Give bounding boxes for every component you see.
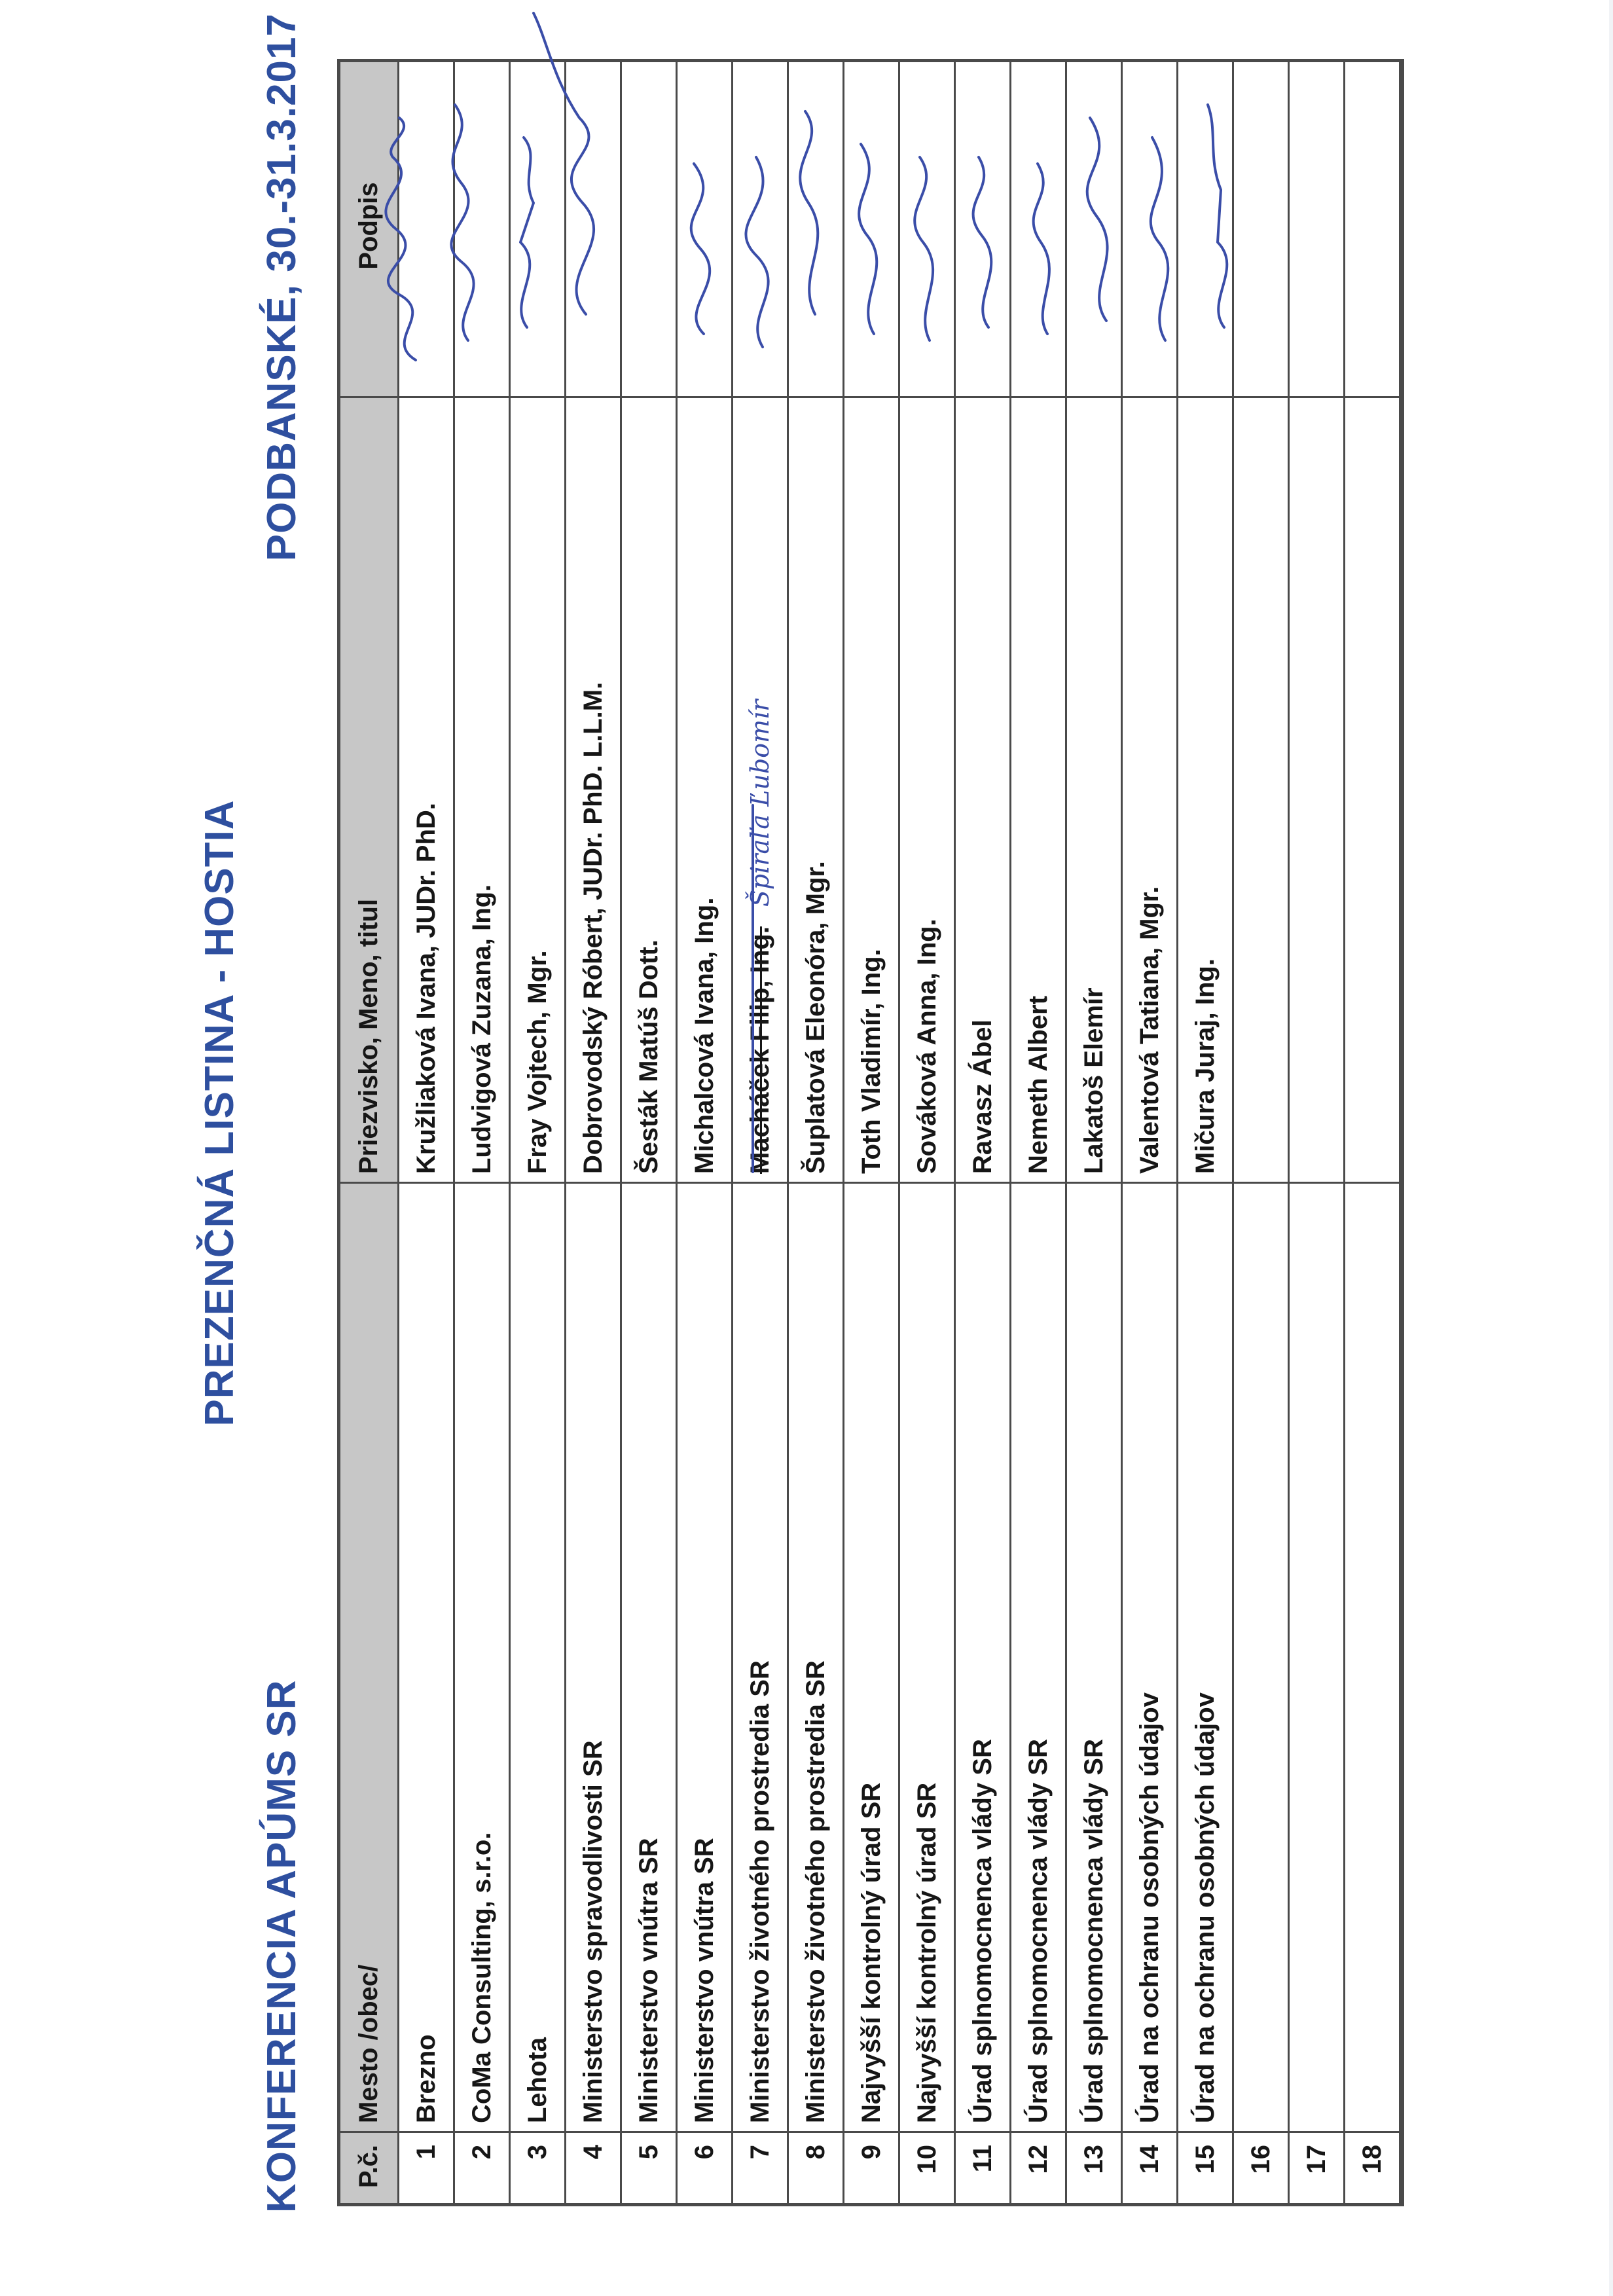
row-organization: Najvyšší kontrolný úrad SR [844, 1182, 898, 2131]
row-organization: Ministerstvo vnútra SR [678, 1182, 731, 2131]
row-name-text: Valentová Tatiana, Mgr. [1134, 886, 1164, 1174]
row-organization [1290, 1182, 1343, 2131]
row-organization: Úrad splnomocnenca vlády SR [1011, 1182, 1065, 2131]
header-name: Priezvisko, Meno, titul [340, 396, 397, 1182]
table-row [1345, 62, 1401, 2203]
row-name [1234, 396, 1288, 1182]
table-row [900, 62, 956, 2203]
table-row [678, 62, 733, 2203]
row-name [1178, 396, 1232, 1182]
row-organization: Ministerstvo vnútra SR [622, 1182, 676, 2131]
header-number: P.č. [340, 2131, 397, 2203]
row-name [1345, 396, 1399, 1182]
row-number: 9 [844, 2131, 898, 2203]
row-signature [566, 56, 620, 396]
row-organization: CoMa Consulting, s.r.o. [455, 1182, 509, 2131]
row-signature [511, 56, 564, 396]
row-number: 4 [566, 2131, 620, 2203]
row-organization: Lehota [511, 1182, 564, 2131]
row-name-text: Michalcová Ivana, Ing. [689, 897, 719, 1174]
row-name [1011, 396, 1065, 1182]
row-signature [1234, 56, 1288, 396]
row-name-text: Lakatoš Elemír [1079, 987, 1108, 1174]
table-row [789, 62, 844, 2203]
header-organization: Mesto /obec/ [340, 1182, 397, 2131]
table-row [1178, 62, 1234, 2203]
row-name [678, 396, 731, 1182]
row-number: 11 [956, 2131, 1009, 2203]
row-name-text: Šuplatová Eleonóra, Mgr. [801, 861, 830, 1174]
table-row [622, 62, 678, 2203]
row-number: 16 [1234, 2131, 1288, 2203]
row-name [844, 396, 898, 1182]
row-name [566, 396, 620, 1182]
row-signature [455, 56, 509, 396]
table-row [1011, 62, 1067, 2203]
table-row [956, 62, 1011, 2203]
row-number: 3 [511, 2131, 564, 2203]
row-name-text: Ravasz Ábel [968, 1019, 997, 1174]
row-signature [733, 56, 787, 396]
row-signature [1123, 56, 1176, 396]
row-signature [1011, 56, 1065, 396]
row-organization: Úrad splnomocnenca vlády SR [1067, 1182, 1121, 2131]
row-number: 10 [900, 2131, 954, 2203]
row-organization [1345, 1182, 1399, 2131]
table-row [1123, 62, 1178, 2203]
row-organization: Ministerstvo spravodlivosti SR [566, 1182, 620, 2131]
row-name-text: Dobrovodský Róbert, JUDr. PhD. L.L.M. [578, 682, 607, 1174]
row-name-text: Mičura Juraj, Ing. [1190, 958, 1220, 1174]
row-name-text: Ludvigová Zuzana, Ing. [467, 884, 496, 1174]
row-name-text: Toth Vladimír, Ing. [856, 949, 886, 1174]
row-number: 5 [622, 2131, 676, 2203]
row-number: 15 [1178, 2131, 1232, 2203]
table-row [399, 62, 455, 2203]
table-row [455, 62, 511, 2203]
row-number: 17 [1290, 2131, 1343, 2203]
attendance-sheet [196, 0, 1440, 2252]
row-signature [399, 56, 453, 396]
row-signature [956, 56, 1009, 396]
row-organization: Ministerstvo životného prostredia SR [733, 1182, 787, 2131]
venue-date: PODBANSKÉ, 30.-31.3.2017 [259, 13, 304, 562]
row-organization: Úrad na ochranu osobných údajov [1123, 1182, 1176, 2131]
row-signature [1067, 56, 1121, 396]
handwritten-substitute-name: Špiraľa Ľubomír [746, 699, 774, 907]
row-number: 12 [1011, 2131, 1065, 2203]
row-name [1290, 396, 1343, 1182]
row-signature [789, 56, 843, 396]
row-name-text: Kružliaková Ivana, JUDr. PhD. [411, 803, 441, 1174]
row-organization [1234, 1182, 1288, 2131]
row-name [1067, 396, 1121, 1182]
row-signature [1290, 56, 1343, 396]
row-number: 7 [733, 2131, 787, 2203]
row-name-text: Sováková Anna, Ing. [912, 919, 941, 1174]
table-header [340, 62, 399, 2203]
row-name [511, 396, 564, 1182]
table-row [566, 62, 622, 2203]
table-row [511, 62, 566, 2203]
row-name-text: Šesták Matúš Dott. [634, 939, 663, 1174]
row-organization: Úrad na ochranu osobných údajov [1178, 1182, 1232, 2131]
row-organization: Brezno [399, 1182, 453, 2131]
conference-name: KONFERENCIA APÚMS SR [259, 1679, 304, 2213]
attendance-table [337, 59, 1404, 2206]
row-number: 6 [678, 2131, 731, 2203]
row-signature [844, 56, 898, 396]
document-title: PREZENČNÁ LISTINA - HOSTIA [197, 799, 242, 1427]
row-name [956, 396, 1009, 1182]
row-name [622, 396, 676, 1182]
row-name [455, 396, 509, 1182]
table-row [1290, 62, 1345, 2203]
row-organization: Najvyšší kontrolný úrad SR [900, 1182, 954, 2131]
row-name-text: Fray Vojtech, Mgr. [522, 950, 552, 1174]
row-name-text: Nemeth Albert [1023, 996, 1053, 1174]
row-signature [622, 56, 676, 396]
row-name [900, 396, 954, 1182]
row-organization: Úrad splnomocnenca vlády SR [956, 1182, 1009, 2131]
row-number: 13 [1067, 2131, 1121, 2203]
row-signature [1345, 56, 1399, 396]
row-signature [1178, 56, 1232, 396]
row-name [789, 396, 843, 1182]
row-name [733, 396, 787, 1182]
table-row [733, 62, 789, 2203]
table-row [844, 62, 900, 2203]
row-number: 1 [399, 2131, 453, 2203]
table-row [1234, 62, 1290, 2203]
table-row [1067, 62, 1123, 2203]
row-name-text: Macháček Filip, Ing. [745, 926, 774, 1174]
row-name [399, 396, 453, 1182]
row-name [1123, 396, 1176, 1182]
row-number: 14 [1123, 2131, 1176, 2203]
row-signature [678, 56, 731, 396]
row-signature [900, 56, 954, 396]
row-number: 8 [789, 2131, 843, 2203]
row-organization: Ministerstvo životného prostredia SR [789, 1182, 843, 2131]
row-number: 2 [455, 2131, 509, 2203]
header-signature: Podpis [354, 182, 383, 270]
row-number: 18 [1345, 2131, 1399, 2203]
